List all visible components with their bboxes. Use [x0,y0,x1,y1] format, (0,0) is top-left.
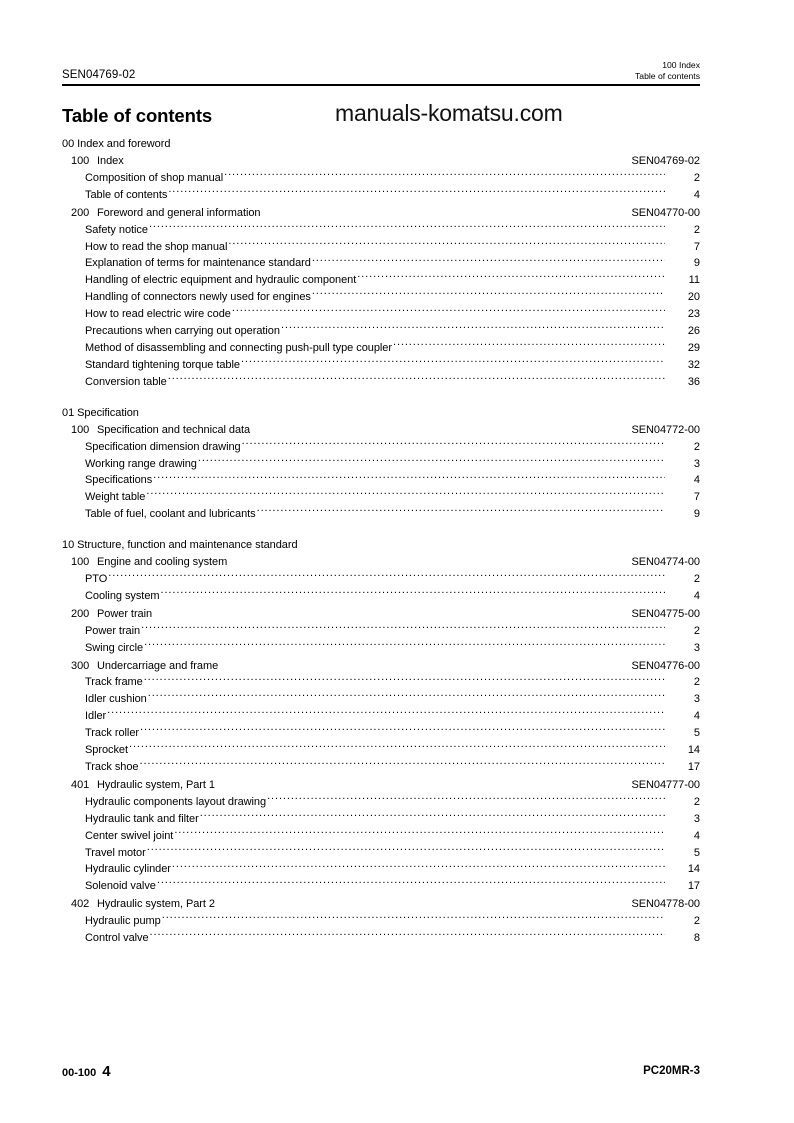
toc-entry-label: Hydraulic tank and filter [85,812,199,825]
dot-leader [141,623,665,634]
toc-entry-page-number: 2 [693,573,700,586]
toc-entry-page-number: 2 [693,624,700,637]
toc-entry-label: Specification dimension drawing [85,440,241,453]
dot-leader [357,272,665,283]
dot-leader [281,323,665,334]
dot-leader [150,930,665,941]
toc-section [62,537,700,947]
toc-entry-page-number: 5 [693,846,700,859]
toc-entry-page-number: 3 [693,693,700,706]
toc-group-number: 402 [71,898,90,911]
toc-entry-row[interactable] [62,913,700,930]
toc-entry-label: Handling of electric equipment and hydraulic component [85,274,357,287]
dot-leader [257,506,665,517]
dot-leader [312,289,665,300]
toc-entry-row[interactable] [62,357,700,374]
dot-leader [157,878,665,889]
toc-group-number: 200 [71,607,90,620]
toc-group-number: 100 [71,155,90,167]
toc-entry-row[interactable] [62,845,700,862]
toc-entry-page-number: 4 [693,474,700,487]
toc-group-name: Index [97,155,124,167]
toc-group-name: Undercarriage and frame [97,659,219,672]
toc-entry-row[interactable] [62,506,700,523]
toc-group-number: 100 [71,423,90,436]
toc-entry-page-number: 29 [687,341,700,354]
toc-entry-row[interactable] [62,439,700,456]
toc-group [62,423,700,523]
toc-group-sen-code: SEN04778-00 [631,898,700,911]
toc-entry-label: Swing circle [85,641,144,654]
toc-group-label [71,154,124,170]
toc-entry-label: Table of contents [85,188,168,201]
toc-group-sen-code: SEN04776-00 [631,659,700,672]
toc-entry-page-number: 20 [687,291,700,304]
toc-group-sen-code: SEN04777-00 [631,778,700,791]
toc-entry-row[interactable] [62,323,700,340]
toc-entry-label: Track roller [85,727,139,740]
toc-entry-label: Working range drawing [85,457,197,470]
toc-group [62,607,700,657]
toc-entry-label: How to read the shop manual [85,240,228,253]
toc-entry-label: Explanation of terms for maintenance standard [85,257,311,270]
toc-entry-label: Standard tightening torque table [85,358,240,371]
toc-entry-page-number: 32 [687,358,700,371]
toc-entry-row[interactable] [62,306,700,323]
toc-entry-page-number: 8 [693,932,700,945]
toc-entry-page-number: 2 [693,676,700,689]
toc-entry-page-number: 2 [693,795,700,808]
dot-leader [232,306,665,317]
toc-group-label [71,555,227,571]
dot-leader [393,340,665,351]
toc-entry-page-number: 2 [693,223,700,236]
header-section: 100 Index [662,60,700,70]
toc-section-heading: 10 Structure, function and maintenance standard [62,539,298,552]
toc-entry-row[interactable] [62,742,700,759]
toc-entry-label: Safety notice [85,223,148,236]
toc-entry-label: Idler cushion [85,693,147,706]
dot-leader [144,640,665,651]
table-of-contents [62,136,700,947]
dot-leader [148,691,665,702]
toc-group-label [71,607,152,623]
toc-entry-page-number: 26 [687,325,700,338]
toc-entry-label: Idler [85,710,107,723]
dot-leader [168,374,665,385]
toc-entry-page-number: 4 [693,589,700,602]
dot-leader [168,187,665,198]
toc-group-row[interactable] [62,206,700,222]
header-section-info [635,60,700,82]
toc-entry-row[interactable] [62,708,700,725]
footer-section-code: 00-100 [62,1067,97,1079]
toc-entry-label: Hydraulic pump [85,915,161,928]
footer-model: PC20MR-3 [643,1065,700,1077]
toc-group-row[interactable] [62,607,700,623]
toc-group-label [71,206,261,222]
dot-leader [200,811,665,822]
toc-entry-row[interactable] [62,170,700,187]
toc-entry-page-number: 17 [687,880,700,893]
toc-section [62,405,700,523]
toc-entry-label: Cooling system [85,589,160,602]
toc-entry-label: Method of disassembling and connecting push-pull type coupler [85,341,392,354]
dot-leader [162,913,665,924]
toc-entry-page-number: 4 [693,829,700,842]
toc-entry-label: Weight table [85,491,146,504]
toc-section-heading: 00 Index and foreword [62,138,171,150]
dot-leader [161,588,666,599]
dot-leader [107,708,665,719]
toc-entry-row[interactable] [62,222,700,239]
toc-entry-label: Composition of shop manual [85,171,224,184]
toc-entry-page-number: 9 [693,257,700,270]
toc-group-row[interactable] [62,555,700,571]
toc-group-row[interactable] [62,154,700,170]
toc-entry-label: Control valve [85,932,149,945]
toc-group-row[interactable] [62,778,700,794]
toc-group [62,659,700,776]
toc-entry-label: Hydraulic components layout drawing [85,795,267,808]
toc-entry-label: Solenoid valve [85,880,156,893]
toc-group-number: 100 [71,556,90,569]
toc-entry-page-number: 2 [693,171,700,184]
toc-group-name: Hydraulic system, Part 2 [97,898,216,911]
toc-entry-row[interactable] [62,640,700,657]
dot-leader [228,239,665,250]
dot-leader [144,674,665,685]
toc-entry-page-number: 7 [693,240,700,253]
toc-entry-label: Track shoe [85,761,139,773]
toc-entry-row[interactable] [62,187,700,204]
toc-entry-row[interactable] [62,489,700,506]
toc-entry-page-number: 3 [693,457,700,470]
toc-entry-page-number: 7 [693,491,700,504]
toc-entry-page-number: 23 [687,308,700,321]
dot-leader [242,439,665,450]
toc-entry-label: Table of fuel, coolant and lubricants [85,508,256,521]
toc-entry-row[interactable] [62,239,700,256]
toc-entry-row[interactable] [62,472,700,489]
toc-entry-label: Power train [85,624,141,637]
toc-entry-page-number: 4 [693,188,700,201]
toc-entry-label: Conversion table [85,375,167,388]
toc-entry-page-number: 36 [687,375,700,388]
dot-leader [147,845,665,856]
toc-group-label [71,778,215,794]
toc-entry-row[interactable] [62,588,700,605]
toc-entry-row[interactable] [62,828,700,845]
dot-leader [153,472,665,483]
toc-entry-label: Sprocket [85,744,129,757]
toc-entry-row[interactable] [62,272,700,289]
toc-group-sen-code: SEN04770-00 [631,206,700,219]
dot-leader [140,725,665,736]
dot-leader [146,489,665,500]
dot-leader [312,255,665,266]
toc-group [62,206,700,391]
toc-entry-row[interactable] [62,289,700,306]
toc-entry-page-number: 14 [687,863,700,876]
watermark-text: manuals-komatsu.com [335,100,563,126]
toc-entry-row[interactable] [62,811,700,828]
toc-entry-label: Hydraulic cylinder [85,863,171,876]
toc-group [62,897,700,947]
toc-section [62,136,700,391]
toc-entry-row[interactable] [62,878,700,895]
toc-group [62,555,700,605]
toc-entry-row[interactable] [62,794,700,811]
toc-group-sen-code: SEN04775-00 [631,607,700,620]
toc-entry-page-number: 5 [693,727,700,740]
header-subsection: Table of contents [635,71,700,81]
toc-entry-row[interactable] [62,623,700,640]
toc-group-sen-code: SEN04774-00 [631,556,700,569]
dot-leader [129,742,665,753]
toc-group-row[interactable] [62,659,700,675]
toc-group-name: Foreword and general information [97,206,261,219]
toc-group [62,154,700,204]
toc-group-label [71,897,215,913]
toc-entry-label: Specifications [85,474,153,487]
page-header [62,56,700,86]
toc-group-number: 300 [71,659,90,672]
dot-leader [108,571,665,582]
toc-entry-page-number: 3 [693,641,700,654]
toc-group-label [71,659,218,675]
toc-entry-label: Handling of connectors newly used for engines [85,291,311,304]
page-footer [62,1063,700,1083]
toc-entry-row[interactable] [62,861,700,878]
toc-group-number: 401 [71,778,90,791]
toc-group [62,778,700,895]
toc-entry-page-number: 9 [693,508,700,521]
page-title: Table of contents [62,105,213,126]
dot-leader [224,170,665,181]
toc-group-sen-code: SEN04772-00 [631,423,700,436]
toc-entry-row[interactable] [62,374,700,391]
dot-leader [267,794,665,805]
toc-entry-label: Track frame [85,676,143,689]
toc-group-number: 200 [71,206,90,219]
dot-leader [198,456,665,467]
toc-entry-label: How to read electric wire code [85,308,231,321]
toc-group-name: Hydraulic system, Part 1 [97,778,216,791]
toc-entry-page-number: 2 [693,915,700,928]
toc-entry-page-number: 17 [687,761,700,773]
toc-group-row[interactable] [62,897,700,913]
toc-entry-row[interactable] [62,691,700,708]
header-document-code: SEN04769-02 [62,69,136,81]
toc-entry-label: PTO [85,573,108,586]
toc-entry-row[interactable] [62,255,700,272]
dot-leader [140,759,665,770]
toc-entry-page-number: 2 [693,440,700,453]
toc-entry-row[interactable] [62,725,700,742]
dot-leader [241,357,665,368]
toc-entry-page-number: 11 [688,274,700,287]
toc-entry-row[interactable] [62,456,700,473]
toc-group-name: Power train [97,607,153,620]
toc-entry-page-number: 14 [687,744,700,757]
footer-page-number: 4 [102,1063,111,1080]
toc-entry-label: Travel motor [85,846,146,859]
toc-section-heading: 01 Specification [62,406,139,419]
toc-group-name: Engine and cooling system [97,556,228,569]
toc-entry-label: Precautions when carrying out operation [85,325,280,338]
toc-entry-page-number: 3 [693,812,700,825]
toc-group-row[interactable] [62,423,700,439]
toc-entry-row[interactable] [62,674,700,691]
toc-group-name: Specification and technical data [97,423,251,436]
toc-entry-row[interactable] [62,759,700,776]
toc-entry-row[interactable] [62,571,700,588]
toc-entry-row[interactable] [62,340,700,357]
dot-leader [174,828,665,839]
footer-left [62,1063,111,1081]
dot-leader [172,861,665,872]
toc-entry-label: Center swivel joint [85,829,174,842]
toc-group-label [71,423,250,439]
toc-entry-page-number: 4 [693,710,700,723]
dot-leader [149,222,665,233]
toc-group-sen-code: SEN04769-02 [631,155,700,167]
toc-entry-row[interactable] [62,930,700,947]
